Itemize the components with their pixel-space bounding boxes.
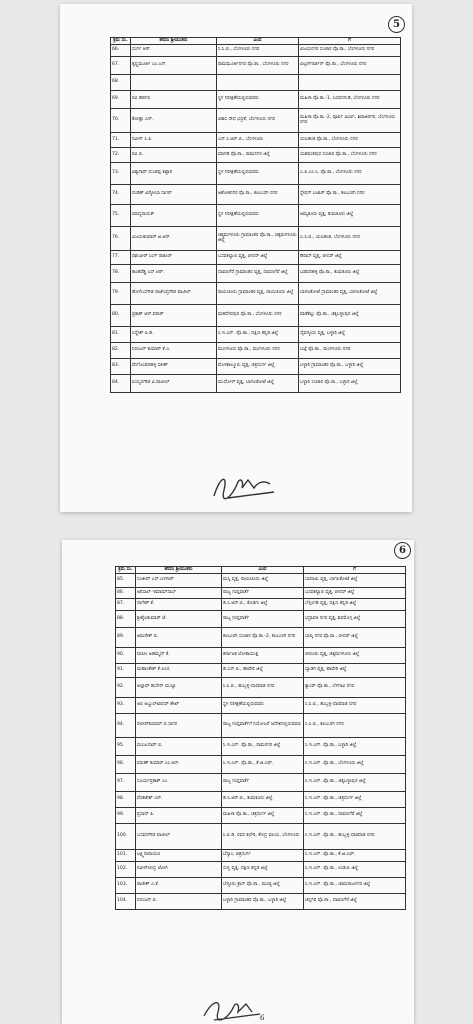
- table-row: [111, 264, 401, 282]
- cell-serial: 92.: [116, 677, 136, 697]
- cell-serial: 100.: [116, 823, 136, 849]
- cell-from: ಕರ್ನಾಟಕ ಲೋಕಾಯುಕ್ತ: [222, 647, 304, 663]
- cell-serial: 101.: [116, 849, 136, 861]
- cell-to: ಸಿ.ಸಿ.ಬಿ., ಹುಬ್ಬಳ್ಳಿ-ಧಾರವಾಡ ನಗರ: [304, 697, 406, 713]
- cell-from: ಸಿ.ಇ.ಎನ್. ಪೊ.ಠಾ., ಕೆ.ಜಿ.ಎಫ್.: [222, 755, 304, 773]
- cell-from: ಸಿ.ಐ.ಡಿ. ರವರ ಕಛೇರಿ, ಕೇಂದ್ರ ವಲಯ, ಬೆಂಗಳೂರು: [222, 823, 304, 849]
- cell-to: ಬಾಗಲಕೋಟೆ ಗ್ರಾಮಾಂತರ ವೃತ್ತ, ಬಾಗಲಕೋಟೆ ಜಿಲ್ಲೆ: [299, 282, 401, 304]
- cell-to: ಸಿ.ಇ.ಎನ್. ಪೊ.ಠಾ., ಬೆಂಗಳೂರು ಜಿಲ್ಲೆ: [304, 755, 406, 773]
- table-row: [111, 56, 401, 74]
- cell-name: ಐಯ್ಯನಗೌಡ ವಿ.ಪಾಟೀಲ್: [131, 374, 217, 392]
- signature-mark: [210, 468, 280, 504]
- cell-serial: 70.: [111, 108, 131, 132]
- table-header-row: [116, 567, 406, 574]
- cell-serial: 75.: [111, 204, 131, 226]
- cell-name: ರವಿ ಬಿ.: [131, 147, 217, 162]
- header-serial: ಕ್ರಮ ಸಂ.: [116, 567, 136, 574]
- table-row: [116, 598, 406, 610]
- table-row: [111, 44, 401, 56]
- cell-name: ರಾಜೇಶ್ ಎ.ಕೆ.: [136, 877, 222, 893]
- cell-serial: 94.: [116, 713, 136, 737]
- table-row: [111, 374, 401, 392]
- table-row: [116, 663, 406, 677]
- table-row: [111, 108, 401, 132]
- cell-to: ಸಿ.ಇ.ಎನ್. ಪೊ.ಠಾ., ಕೆ.ಜಿ.ಎಫ್.: [304, 849, 406, 861]
- cell-serial: 66.: [111, 44, 131, 56]
- cell-to: ಔರಾದ್ ವೃತ್ತ, ಬೀದರ್ ಜಿಲ್ಲೆ: [299, 250, 401, 264]
- cell-name: ವೆಂಗೊಂಡನಹಳ್ಳಿ ಸತೀಶ್: [131, 358, 217, 374]
- cell-serial: 71.: [111, 132, 131, 147]
- cell-name: ವಿಜಯಕುಮಾರ್ ಜಿ.ಆರ್.: [131, 226, 217, 250]
- table-row: [111, 304, 401, 326]
- cell-to: ಬಾದಾಮಿ ವೃತ್ತ, ಬಾಗಲಕೋಟೆ ಜಿಲ್ಲೆ: [304, 573, 406, 587]
- cell-name: ವಿಶ್ವನಾಥ್ ದುಂಡಪ್ಪ ಕಟ್ಟಾರಿ: [131, 162, 217, 184]
- cell-name: ಬಸವನಗೌಡ ಪಾಟೀಲ್: [136, 823, 222, 849]
- cell-name: ಹೊಳೆಬಸಗೌಡ ರಾಜೇಂದ್ರಗೌಡ ಪಾಟೀಲ್: [131, 282, 217, 304]
- cell-serial: 98.: [116, 791, 136, 807]
- cell-serial: 102.: [116, 861, 136, 877]
- transfer-table: [115, 566, 406, 910]
- cell-serial: 90.: [116, 647, 136, 663]
- table-row: [111, 358, 401, 374]
- document-page-2: [62, 540, 414, 1024]
- cell-from: ಬೆಳ್ಳೂರು ಕ್ರಾಸ್ ಪೊ.ಠಾ., ಮಂಡ್ಯ ಜಿಲ್ಲೆ: [222, 877, 304, 893]
- cell-from: [217, 74, 299, 90]
- cell-from: ರಾಯಚೂರು ಗ್ರಾಮಾಂತರ ವೃತ್ತ, ರಾಯಚೂರು ಜಿಲ್ಲೆ: [217, 282, 299, 304]
- cell-name: ಮಹಾಂತೇಶ್ ಕೆ.ಲಂಬಿ: [136, 663, 222, 677]
- cell-from: ಸುಳ್ಯ ವೃತ್ತ, ದಕ್ಷಿಣ ಕನ್ನಡ ಜಿಲ್ಲೆ: [222, 861, 304, 877]
- cell-to: ಚನ್ನಗಿರಿ ಪೊ.ಠಾ., ದಾವಣಗೆರೆ ಜಿಲ್ಲೆ: [304, 893, 406, 909]
- table-row: [116, 737, 406, 755]
- cell-serial: 83.: [111, 358, 131, 374]
- cell-from: ಎಸ್.ಸಿ.ಆರ್.ಬಿ., ಬೆಂಗಳೂರು: [217, 132, 299, 147]
- cell-name: ಪಂಡಿತ್ ವಿಠ್ಠೋಬಾ ಸಾಗರ್: [131, 184, 217, 204]
- table-row: [116, 893, 406, 909]
- signature-mark: [200, 994, 270, 1024]
- cell-name: ಮಾದ್ಯನಾಯಕ್: [131, 204, 217, 226]
- cell-serial: 80.: [111, 304, 131, 326]
- cell-to: [299, 74, 401, 90]
- cell-serial: 76.: [111, 226, 131, 250]
- cell-from: ಅಶೋಕನಗರ ಪೊ.ಠಾ., ಕಲಬುರಗಿ ನಗರ: [217, 184, 299, 204]
- cell-from: ಡಿ.ಎಸ್.ಬಿ., ಹಾವೇರಿ ಜಿಲ್ಲೆ: [222, 663, 304, 677]
- cell-name: ನವೀನ್‌ಚಂದ್ರ ಜೋಗಿ: [136, 861, 222, 877]
- cell-to: ಬೀರೂರು ವೃತ್ತ, ಚಿಕ್ಕಮಗಳೂರು ಜಿಲ್ಲೆ: [304, 647, 406, 663]
- cell-to: ಕ್ಯಾಂಪ್ ಪೊ.ಠಾ., ಬೆಳಗಾವಿ ನಗರ: [304, 677, 406, 697]
- cell-name: ಮಂಜುನಾಥ್ ಬಿ.: [136, 737, 222, 755]
- cell-name: ನಿರಂಜನ್ ಬಿ.: [136, 893, 222, 909]
- header-to: ಗೆ: [304, 567, 406, 574]
- cell-serial: 97.: [116, 773, 136, 791]
- cell-to: ಎ.ಪಿ.ಎಂ.ಸಿ. ಪೊ.ಠಾ., ಬೆಂಗಳೂರು ನಗರ: [299, 162, 401, 184]
- table-row: [111, 90, 401, 108]
- cell-to: ವಿಜಯನಗರ ಸಂಚಾರ ಪೊ.ಠಾ., ಬೆಂಗಳೂರು ನಗರ: [299, 44, 401, 56]
- cell-serial: 93.: [116, 697, 136, 713]
- cell-name: ಸಿದ್ದೇಶ್ ಪಿ.ಡಿ.: [131, 326, 217, 342]
- cell-name: [131, 74, 217, 90]
- cell-name: ದುರ್ಗ ಆರ್.: [131, 44, 217, 56]
- cell-from: ರಾಮಮೂರ್ತಿನಗರ ಪೊ.ಠಾ., ಬೆಂಗಳೂರು ನಗರ: [217, 56, 299, 74]
- cell-from: ದಾವಣಗೆರೆ ಗ್ರಾಮಾಂತರ ವೃತ್ತ, ದಾವಣಗೆರೆ ಜಿಲ್ಲೆ: [217, 264, 299, 282]
- cell-from: ಬಸವಕಲ್ಯಾಣ ವೃತ್ತ, ಬೀದರ್ ಜಿಲ್ಲೆ: [217, 250, 299, 264]
- transfer-table: [110, 37, 401, 393]
- cell-serial: 82.: [111, 342, 131, 358]
- cell-name: ಕೃಷ್ಣಮೂರ್ತಿ ಎಂ.ಎನ್.: [131, 56, 217, 74]
- cell-to: ಬಜ್ಪೆ ಪೊ.ಠಾ., ಮಂಗಳೂರು ನಗರ: [299, 342, 401, 358]
- cell-to: ವಿಲ್ಸನ್‌ಗಾರ್ಡನ್ ಪೊ.ಠಾ., ಬೆಂಗಳೂರು ನಗರ: [299, 56, 401, 74]
- cell-from: ರಾಜ್ಯ ಗುಪ್ತವಾರ್ತೆ: [222, 587, 304, 598]
- table-row: [116, 697, 406, 713]
- cell-name: ನಿರಂಜನ್ ಕುಮಾರ್ ಕೆ.ಎ.: [131, 342, 217, 358]
- table-row: [116, 773, 406, 791]
- cell-to: ಬಳ್ಳಾರಿ ಗ್ರಾಮಾಂತರ ಪೊ.ಠಾ., ಬಳ್ಳಾರಿ ಜಿಲ್ಲೆ: [299, 358, 401, 374]
- table-row: [116, 849, 406, 861]
- cell-from: ಸ್ಥಳ ನಿರೀಕ್ಷಣೆಯಲ್ಲಿರುವವರು: [217, 204, 299, 226]
- cell-name: ವರುಣ್ ಕುಮಾರ್ ಎಂ.ಆರ್.: [136, 755, 222, 773]
- cell-serial: 67.: [111, 56, 131, 74]
- cell-to: ಸಿ.ಇ.ಎನ್. ಪೊ.ಠಾ., ದಾವಣಗೆರೆ ಜಿಲ್ಲೆ: [304, 807, 406, 823]
- cell-to: ದೈವಳ್ಳೂರು ವೃತ್ತ, ಬಳ್ಳಾರಿ ಜಿಲ್ಲೆ: [299, 326, 401, 342]
- table-row: [111, 250, 401, 264]
- cell-to: ಯಶವಂತಪುರ ಸಂಚಾರ ಪೊ.ಠಾ., ಬೆಂಗಳೂರು ನಗರ: [299, 147, 401, 162]
- header-to: ಗೆ: [299, 38, 401, 45]
- cell-name: ಸಂಜೀವ್ ಎಸ್.ಬಳಗಾರ್: [136, 573, 222, 587]
- cell-to: ಯಲಹಂಕ ಪೊ.ಠಾ., ಬೆಂಗಳೂರು ನಗರ: [299, 132, 401, 147]
- cell-serial: 85.: [116, 573, 136, 587]
- table-row: [116, 610, 406, 627]
- cell-name: ಲಕ್ಷ್ಮಿನಾರಾಯಣ: [136, 849, 222, 861]
- cell-from: ಸ್ಥಳ ನಿರೀಕ್ಷಣೆಯಲ್ಲಿರುವವರು: [217, 162, 299, 184]
- cell-name: ವಾಸೀಂ ಅಹಮ್ಮದ್ ಕೆ.: [136, 647, 222, 663]
- cell-serial: 73.: [111, 162, 131, 184]
- header-from: ಎಂದ: [217, 38, 299, 45]
- cell-from: ರಾಜ್ಯ ಗುಪ್ತವಾರ್ತೆಗೆ ನಿಯೋಜನೆ ಆದೇಶದಲ್ಲಿರುವವರು: [222, 713, 304, 737]
- cell-name: ಪ್ರಸಾದ್ ಪಿ.: [136, 807, 222, 823]
- cell-from: ಚಿಕ್ಕಮಗಳೂರು ಗ್ರಾಮಾಂತರ ಪೊ.ಠಾ., ಚಿಕ್ಕಮಗಳೂರು ಜಿಲ್ಲೆ: [217, 226, 299, 250]
- cell-to: ಬ್ಯಾಡಗಿ ವೃತ್ತ, ಹಾವೇರಿ ಜಿಲ್ಲೆ: [304, 663, 406, 677]
- cell-from: ಸಿ.ಸಿ.ಬಿ., ಬೆಂಗಳೂರು ನಗರ: [217, 44, 299, 56]
- table-row: [111, 184, 401, 204]
- cell-from: ಮಹದೇವಪುರ ಪೊ.ಠಾ., ಬೆಂಗಳೂರು ನಗರ: [217, 304, 299, 326]
- cell-name: ಪ್ರಕಾಶ್ ಆರ್.ವಠಾರ್: [131, 304, 217, 326]
- cell-from: ರಾಜ್ಯ ಗುಪ್ತವಾರ್ತೆ: [222, 610, 304, 627]
- cell-serial: 91.: [116, 663, 136, 677]
- table-row: [116, 587, 406, 598]
- cell-name: ಅಲಿ ಅಬ್ದುಲ್‌ಖಾದರ್ ಶೇಖ್: [136, 697, 222, 713]
- table-row: [111, 162, 401, 184]
- table-row: [116, 677, 406, 697]
- table-row: [116, 755, 406, 773]
- cell-from: ಬೆಸ್ಕಾಂ, ಚಿತ್ರದುರ್ಗ: [222, 849, 304, 861]
- cell-name: ಸೂರ್ಯಪ್ರಕಾಶ್ ಎಂ.: [136, 773, 222, 791]
- table-row: [111, 147, 401, 162]
- cell-serial: 104.: [116, 893, 136, 909]
- cell-to: ಸಿ.ಸಿ.ಬಿ., ಕಲಬುರಗಿ ನಗರ: [304, 713, 406, 737]
- table-header-row: [111, 38, 401, 45]
- header-from: ಎಂದ: [222, 567, 304, 574]
- cell-serial: 86.: [116, 587, 136, 598]
- cell-name: ಅಲ್ತಾಫ್ ಹುಸೇನ್ ಮುಲ್ಲಾ: [136, 677, 222, 697]
- table-row: [116, 791, 406, 807]
- cell-from: ವಿಕಾಸ ಸೌಧ ಭದ್ರತೆ, ಬೆಂಗಳೂರು ನಗರ: [217, 108, 299, 132]
- cell-to: ಸಿ.ಇ.ಎನ್. ಪೊ.ಠಾ., ಹುಬ್ಬಳ್ಳಿ-ಧಾರವಾಡ ನಗರ: [304, 823, 406, 849]
- cell-to: ಸಿ.ಇ.ಎನ್. ಪೊ.ಠಾ., ಚಿಕ್ಕಬಳ್ಳಾಪುರ ಜಿಲ್ಲೆ: [304, 773, 406, 791]
- table-row: [116, 861, 406, 877]
- cell-to: ಸ್ಟೇಷನ್ ಬಜಾರ್ ಪೊ.ಠಾ., ಕಲಬುರಗಿ ನಗರ: [299, 184, 401, 204]
- cell-serial: 79.: [111, 282, 131, 304]
- table-row: [116, 573, 406, 587]
- cell-to: ಸಿ.ಇ.ಎನ್. ಪೊ.ಠಾ., ಚಿತ್ರದುರ್ಗ ಜಿಲ್ಲೆ: [304, 791, 406, 807]
- table-row: [116, 647, 406, 663]
- cell-to: ವಾಡೆಕಲ್ಲು ಪೊ.ಠಾ., ಚಿಕ್ಕಬಳ್ಳಾಪುರ ಜಿಲ್ಲೆ: [299, 304, 401, 326]
- cell-name: ಅಮರೇಶ್ ಬಿ.: [136, 627, 222, 647]
- page-number-badge: 6: [394, 542, 411, 559]
- cell-serial: 74.: [111, 184, 131, 204]
- cell-from: ಕಲಬುರಗಿ ಸಂಚಾರ ಪೊ.ಠಾ.-2, ಕಲಬುರಗಿ ನಗರ: [222, 627, 304, 647]
- cell-name: ಕೋಡ್ಲಾ ಎನ್.: [131, 108, 217, 132]
- table-row: [111, 342, 401, 358]
- cell-name: ನವೀನ್ ಸಿ.ಪಿ.: [131, 132, 217, 147]
- cell-from: ಮಹಿಳಾ ಪೊ.ಠಾ., ಚಿತ್ರದುರ್ಗ ಜಿಲ್ಲೆ: [222, 807, 304, 823]
- table-row: [111, 74, 401, 90]
- cell-name: ರಘುವೀರ್ ಸಿಂಗ್ ಠಾಕೂರ್: [131, 250, 217, 264]
- cell-to: ಅಮೃತೂರು ವೃತ್ತ, ತುಮಕೂರು ಜಿಲ್ಲೆ: [299, 204, 401, 226]
- cell-from: ಮಂಗಳೂರು ಪೊ.ಠಾ., ಮಂಗಳೂರು ನಗರ: [217, 342, 299, 358]
- table-row: [116, 713, 406, 737]
- cell-from: ರಾಜ್ಯ ಗುಪ್ತವಾರ್ತೆ: [222, 773, 304, 791]
- cell-to: ಬಳ್ಳಾರಿ ಸಂಚಾರ ಪೊ.ಠಾ., ಬಳ್ಳಾರಿ ಜಿಲ್ಲೆ: [299, 374, 401, 392]
- cell-to: ಸಿ.ಇ.ಎನ್. ಪೊ.ಠಾ., ಉಡುಪಿ ಜಿಲ್ಲೆ: [304, 861, 406, 877]
- table-row: [116, 627, 406, 647]
- table-row: [111, 282, 401, 304]
- cell-from: ಸ್ಥಳ ನಿರೀಕ್ಷಣೆಯಲ್ಲಿರುವವರು: [217, 90, 299, 108]
- cell-name: ವೆಂಕಟೇಶ್ ಎನ್.: [136, 791, 222, 807]
- cell-from: ಮಸ್ಕಿ ವೃತ್ತ, ರಾಯಚೂರು ಜಿಲ್ಲೆ: [222, 573, 304, 587]
- cell-serial: 103.: [116, 877, 136, 893]
- cell-name: ದಿಲೀಪ್‌ಕುಮಾರ್ ಬಿ.ಸಾಗರ: [136, 713, 222, 737]
- cell-from: ಡಿ.ಸಿ.ಆರ್.ಬಿ., ಕೊಡಗು ಜಿಲ್ಲೆ: [222, 598, 304, 610]
- cell-serial: 81.: [111, 326, 131, 342]
- cell-to: ಮಹಿಳಾ ಪೊ.ಠಾ.-1, ಬಸವನಗುಡಿ, ಬೆಂಗಳೂರು ನಗರ: [299, 90, 401, 108]
- cell-to: ಬೆಳ್ತಂಗಡಿ ವೃತ್ತ, ದಕ್ಷಿಣ ಕನ್ನಡ ಜಿಲ್ಲೆ: [304, 598, 406, 610]
- table-row: [116, 823, 406, 849]
- cell-serial: 96.: [116, 755, 136, 773]
- cell-from: ಸಿ.ಇ.ಎನ್. ಪೊ.ಠಾ., ರಾಮನಗರ ಜಿಲ್ಲೆ: [222, 737, 304, 755]
- page-number-badge: 5: [388, 16, 405, 33]
- cell-serial: 78.: [111, 264, 131, 282]
- cell-to: ಭಾಲ್ಕಿ ನಗರ ಪೊ.ಠಾ., ಬೀದರ್ ಜಿಲ್ಲೆ: [304, 627, 406, 647]
- cell-serial: 99.: [116, 807, 136, 823]
- cell-from: ಮೊಳಕಾಲ್ಮೂರು ವೃತ್ತ, ಚಿತ್ರದುರ್ಗ ಜಿಲ್ಲೆ: [217, 358, 299, 374]
- cell-to: ಸಿ.ಇ.ಎನ್. ಪೊ.ಠಾ., ಬಳ್ಳಾರಿ ಜಿಲ್ಲೆ: [304, 737, 406, 755]
- cell-serial: 95.: [116, 737, 136, 755]
- cell-from: ಸಿ.ಇ.ಎನ್. ಪೊ.ಠಾ., ದಕ್ಷಿಣ ಕನ್ನಡ ಜಿಲ್ಲೆ: [217, 326, 299, 342]
- cell-from: ಮುಧೋಳ್ ವೃತ್ತ, ಬಾಗಲಕೋಟೆ ಜಿಲ್ಲೆ: [217, 374, 299, 392]
- header-serial: ಕ್ರಮ ಸಂ.: [111, 38, 131, 45]
- page-footer-number: 6: [260, 1014, 265, 1022]
- cell-serial: 77.: [111, 250, 131, 264]
- table-row: [111, 326, 401, 342]
- cell-to: ಸಿ.ಇ.ಎನ್. ಪೊ.ಠಾ., ಚಾಮರಾಜನಗರ ಜಿಲ್ಲೆ: [304, 877, 406, 893]
- cell-serial: 87.: [116, 598, 136, 610]
- table-row: [111, 204, 401, 226]
- table-row: [116, 807, 406, 823]
- cell-from: ಸ್ಥಳ ನಿರೀಕ್ಷಣೆಯಲ್ಲಿರುವವರು: [222, 697, 304, 713]
- cell-name: ಅರಿಸಾಲ್ ಇಮಾಮ್‌ಸಾಬ್: [136, 587, 222, 598]
- cell-from: ಡಿ.ಸಿ.ಆರ್.ಬಿ., ತುಮಕೂರು ಜಿಲ್ಲೆ: [222, 791, 304, 807]
- cell-to: ಎ.ಸಿ.ಬಿ., ಯಲಹಂಕ, ಬೆಂಗಳೂರು ನಗರ: [299, 226, 401, 250]
- cell-name: ರವಿ ಹಡಗಲಿ: [131, 90, 217, 108]
- cell-to: ಬಸವಕಲ್ಯಾಣ ವೃತ್ತ, ಬೀದರ್ ಜಿಲ್ಲೆ: [304, 587, 406, 598]
- cell-from: ಮಾಗಡಿ ಪೊ.ಠಾ., ರಾಮನಗರ ಜಿಲ್ಲೆ: [217, 147, 299, 162]
- header-name: ಹೆಸರು ಶ್ರೀಯುತರು: [136, 567, 222, 574]
- cell-name: ಕಾಂತರೆಡ್ಡಿ ಎಸ್.ಆರ್.: [131, 264, 217, 282]
- cell-serial: 88.: [116, 610, 136, 627]
- cell-serial: 89.: [116, 627, 136, 647]
- cell-name: ನಾಗೇಶ್ ಕೆ.: [136, 598, 222, 610]
- cell-from: ಸಿ.ಸಿ.ಬಿ., ಹುಬ್ಬಳ್ಳಿ-ಧಾರವಾಡ ನಗರ: [222, 677, 304, 697]
- document-page-1: [60, 4, 412, 512]
- table-row: [116, 877, 406, 893]
- header-name: ಹೆಸರು ಶ್ರೀಯುತರು: [131, 38, 217, 45]
- cell-serial: 68.: [111, 74, 131, 90]
- cell-to: ಭದ್ರಾವತಿ ನಗರ ವೃತ್ತ, ಶಿವಮೊಗ್ಗ ಜಿಲ್ಲೆ: [304, 610, 406, 627]
- cell-serial: 72.: [111, 147, 131, 162]
- cell-to: ಮಹಿಳಾ ಪೊ.ಠಾ.-2, ಪೂರ್ವ ವಿಭಾಗ, ಶಿವಾಜಿನಗರ, ಬೆಂಗಳೂರು ನಗರ: [299, 108, 401, 132]
- table-row: [111, 132, 401, 147]
- cell-serial: 84.: [111, 374, 131, 392]
- cell-to: ಬಡವನಹಳ್ಳಿ ಪೊ.ಠಾ., ತುಮಕೂರು ಜಿಲ್ಲೆ: [299, 264, 401, 282]
- cell-from: ಬಳ್ಳಾರಿ ಗ್ರಾಮಾಂತರ ಪೊ.ಠಾ., ಬಳ್ಳಾರಿ ಜಿಲ್ಲೆ: [222, 893, 304, 909]
- table-row: [111, 226, 401, 250]
- cell-name: ಶ್ರೀಶೈಲಕುಮಾರ್ ಜೆ.: [136, 610, 222, 627]
- cell-serial: 69.: [111, 90, 131, 108]
